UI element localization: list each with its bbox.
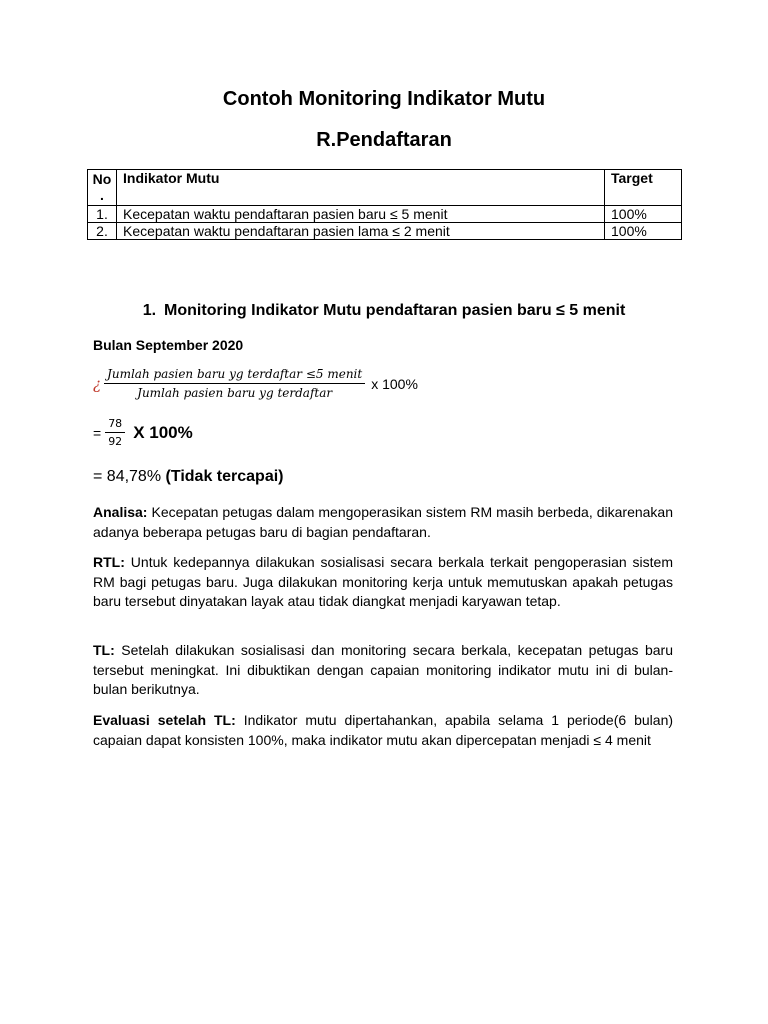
month-label: Bulan September 2020 [93,337,244,353]
row-no: 1. [88,206,117,223]
result-status: (Tidak tercapai) [165,468,284,485]
analisa-paragraph [93,503,673,542]
formula-multiplier: x 100% [371,375,418,392]
formula-denominator: Jumlah pasien baru yg terdaftar [137,386,333,400]
indicator-table [87,169,682,240]
section-heading [0,302,768,320]
result [93,468,283,486]
formula-numerator: Jumlah pasien baru yg terdaftar ≤5 menit [104,367,365,384]
evaluasi-text: Indikator mutu dipertahankan, apabila selama 1 periode(6 bulan) capaian dapat konsisten 100%, maka indikator mutu akan dipercepatan menjadi ≤ 4 menit [93,712,674,748]
calculation [93,417,193,448]
document-subtitle: R.Pendaftaran [316,129,452,151]
rtl-paragraph [93,553,673,612]
analisa-label: Analisa: [93,504,148,520]
table-row [88,206,682,223]
rtl-text: Untuk kedepannya dilakukan sosialisasi secara berkala terkait pengoperasian sistem RM bagi petugas baru. Juga dilakukan monitoring kerja untuk memutuskan apakah petugas baru tersebut dinyatakan layak atau tidak diangkat menjadi karyawan tetap. [93,554,673,609]
calc-fraction [105,417,125,448]
tl-label: TL: [93,642,115,658]
row-no: 2. [88,223,117,240]
document-title: Contoh Monitoring Indikator Mutu [222,88,546,110]
calc-equals: = [93,424,102,441]
row-target: 100% [605,206,682,223]
row-indicator: Kecepatan waktu pendaftaran pasien baru ≤ 5 menit [117,206,605,223]
section-heading-text: Monitoring Indikator Mutu pendaftaran pasien baru ≤ 5 menit [164,302,626,319]
calc-denominator: 92 [108,435,123,448]
table-header-row [88,170,682,206]
tl-text: Setelah dilakukan sosialisasi dan monitoring secara berkala, kecepatan petugas baru tersebut meningkat. Ini dibuktikan dengan capaian monitoring indikator mutu ini di bulan-bulan berikutnya. [93,642,673,697]
evaluasi-paragraph [93,711,673,750]
evaluasi-label: Evaluasi setelah TL: [93,712,236,728]
calc-numerator: 78 [105,417,125,433]
header-no-top: No [92,171,112,187]
row-target: 100% [605,223,682,240]
result-value: = 84,78% [93,468,162,485]
section-number: 1. [142,302,157,319]
row-indicator: Kecepatan waktu pendaftaran pasien lama ≤ 2 menit [117,223,605,240]
table-row [88,223,682,240]
formula-lead-symbol: ¿ [93,374,102,393]
header-no-bottom: . [100,187,104,203]
rtl-label: RTL: [93,554,125,570]
calc-multiplier: X 100% [133,422,193,442]
formula-fraction [104,367,365,400]
formula [93,367,418,400]
tl-paragraph [93,641,673,700]
header-target: Target [605,170,682,206]
header-no [88,170,117,206]
header-indicator: Indikator Mutu [117,170,605,206]
analisa-text: Kecepatan petugas dalam mengoperasikan sistem RM masih berbeda, dikarenakan adanya beberapa petugas baru di bagian pendaftaran. [93,504,674,540]
